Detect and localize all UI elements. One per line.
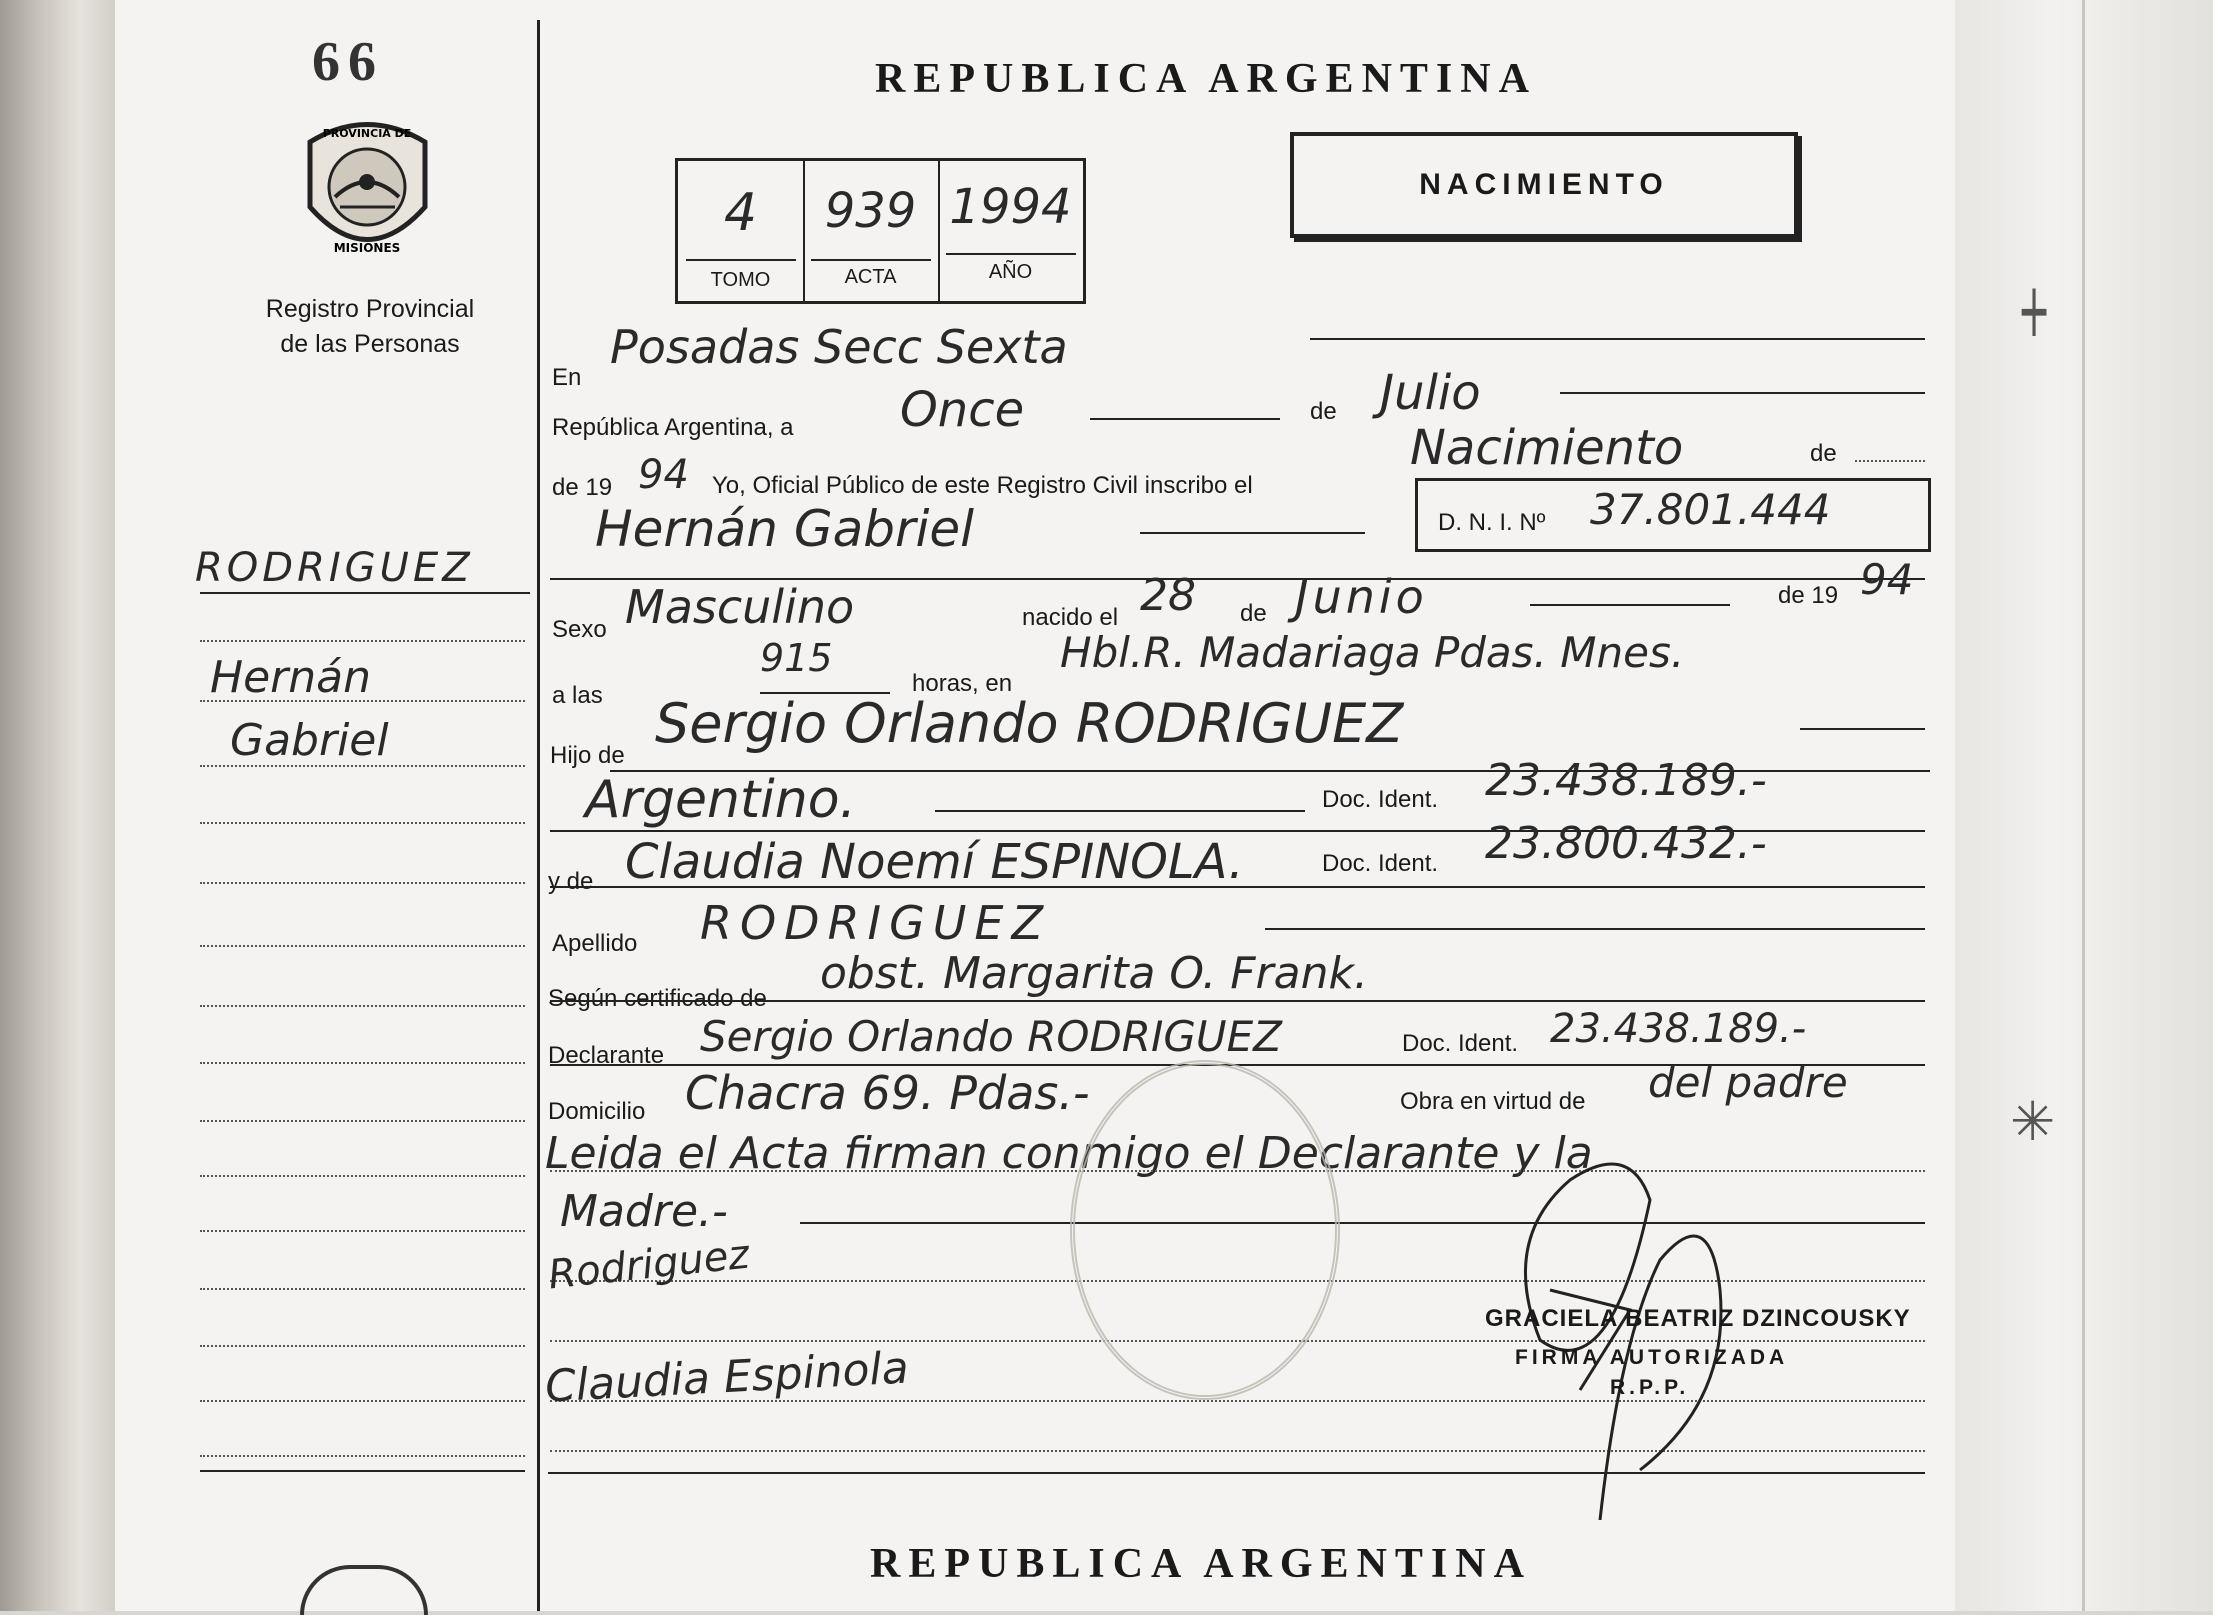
tomo-cell (678, 161, 805, 301)
column-divider (537, 20, 540, 1611)
horas-label: horas, en (912, 670, 1013, 697)
segun-divider (550, 1000, 1925, 1002)
province-seal-icon (295, 112, 440, 267)
record-type-box (1290, 132, 1798, 238)
mother-divider (550, 886, 1925, 888)
tomo-label: TOMO (710, 269, 771, 291)
margin-end-line (200, 1470, 525, 1472)
margin-line (200, 1005, 525, 1007)
father-doc-label: Doc. Ident. (1322, 786, 1439, 813)
official-stamp-icon (1070, 1060, 1340, 1400)
margin-line (200, 700, 525, 702)
closing-line2: Madre.- (560, 1186, 728, 1237)
father-name-value: Sergio Orlando RODRIGUEZ (655, 692, 1404, 755)
dni-value: 37.801.444 (1590, 485, 1831, 534)
margin-line (200, 640, 525, 642)
segun-label: Según certificado de (548, 985, 767, 1012)
nacido-label: nacido el (1022, 604, 1119, 631)
obra-value: del padre (1648, 1058, 1848, 1107)
official-office: R.P.P. (1610, 1376, 1690, 1399)
oficial-text: Yo, Oficial Público de este Registro Civil inscribo el (712, 472, 1253, 499)
father-name-line (1800, 728, 1925, 730)
margin-line (200, 1455, 525, 1457)
official-title: FIRMA AUTORIZADA (1515, 1346, 1789, 1369)
certificate-by-value: obst. Margarita O. Frank. (820, 948, 1368, 999)
closing-line1: Leida el Acta firman conmigo el Declarante y la (545, 1128, 1593, 1179)
de3-label: de (1240, 600, 1267, 627)
margin-line (200, 1345, 525, 1347)
place-value: Posadas Secc Sexta (610, 320, 1068, 374)
day-line (1090, 418, 1280, 420)
stitch-icon: ┿ (2022, 290, 2047, 336)
margin-name2: Gabriel (230, 715, 389, 766)
event-line (1855, 460, 1925, 462)
margin-line (200, 765, 525, 767)
birth-year-suffix: 94 (1860, 555, 1914, 604)
a-las-label: a las (552, 682, 603, 709)
declarante-label: Declarante (548, 1042, 665, 1069)
margin-line (200, 1400, 525, 1402)
seal-top-text: PROVINCIA DE (322, 127, 412, 140)
domicilio-label: Domicilio (548, 1098, 646, 1125)
nationality-line (935, 810, 1305, 812)
registry-name (225, 292, 515, 362)
declarant-signature: Rodriguez (546, 1231, 752, 1299)
margin-line (200, 592, 530, 594)
margin-line (200, 1120, 525, 1122)
book-binding (0, 0, 115, 1611)
birth-month-value: Junio (1295, 570, 1428, 624)
child-name-line (1140, 532, 1365, 534)
seal-bottom-text: MISIONES (333, 241, 401, 255)
registry-line1: Registro Provincial (265, 295, 475, 323)
dni-label: D. N. I. Nº (1438, 509, 1546, 536)
page-number: 66 (312, 31, 384, 93)
apellido-value: RODRIGUEZ (700, 896, 1052, 950)
anio-value: 1994 (949, 179, 1072, 235)
birth-place-value: Hbl.R. Madariaga Pdas. Mnes. (1060, 628, 1685, 677)
margin-line (200, 1062, 525, 1064)
margin-line (200, 1175, 525, 1177)
sexo-value: Masculino (625, 580, 855, 634)
mother-doc-label: Doc. Ident. (1322, 850, 1439, 877)
birth-time-value: 915 (760, 636, 833, 680)
day-value: Once (900, 382, 1025, 438)
margin-line (200, 1288, 525, 1290)
acta-rule (811, 259, 931, 261)
acta-value: 939 (824, 183, 917, 239)
anio-rule (946, 253, 1076, 255)
place-line (1310, 338, 1925, 340)
stitch-star-icon: ✳ (2010, 1090, 2056, 1153)
mother-name-value: Claudia Noemí ESPINOLA. (625, 834, 1244, 890)
obra-label: Obra en virtud de (1400, 1088, 1586, 1115)
domicilio-value: Chacra 69. Pdas.- (685, 1066, 1090, 1120)
tomo-value: 4 (723, 183, 758, 243)
margin-line (200, 822, 525, 824)
acta-label: ACTA (844, 266, 897, 288)
father-nationality-value: Argentino. (585, 770, 857, 830)
birth-day-value: 28 (1140, 570, 1196, 621)
margin-surname: RODRIGUEZ (195, 545, 474, 591)
father-doc-value: 23.438.189.- (1485, 755, 1767, 806)
month-line (1560, 392, 1925, 394)
dni-box (1415, 478, 1931, 552)
en-label: En (552, 364, 582, 391)
event-value: Nacimiento (1410, 420, 1684, 476)
sexo-label: Sexo (552, 616, 607, 643)
declarante-doc-label: Doc. Ident. (1402, 1030, 1519, 1057)
hijo-label: Hijo de (550, 742, 625, 769)
margin-name1: Hernán (210, 652, 371, 703)
de2-label: de (1810, 440, 1837, 467)
de19-label: de 19 (1778, 582, 1839, 609)
record-type: NACIMIENTO (1419, 168, 1669, 201)
mother-signature: Claudia Espinola (543, 1342, 910, 1413)
official-name: GRACIELA BEATRIZ DZINCOUSKY (1485, 1305, 1911, 1332)
year-prefix-label: de 19 (552, 474, 613, 501)
registry-line2: de las Personas (280, 330, 460, 358)
acta-cell (803, 161, 940, 301)
anio-cell (938, 161, 1083, 301)
apellido-line (1265, 928, 1925, 930)
declarante-doc-value: 23.438.189.- (1550, 1006, 1807, 1052)
tomo-rule (686, 259, 796, 261)
child-name-value: Hernán Gabriel (595, 500, 975, 558)
footer-title: REPUBLICA ARGENTINA (870, 1541, 1532, 1587)
page-fold (2082, 0, 2085, 1611)
y-de-label: y de (548, 868, 594, 895)
republica-label: República Argentina, a (552, 414, 794, 441)
declarante-name-value: Sergio Orlando RODRIGUEZ (700, 1012, 1282, 1061)
month-value: Julio (1380, 365, 1481, 421)
margin-line (200, 1230, 525, 1232)
mother-doc-value: 23.800.432.- (1485, 818, 1767, 869)
anio-label: AÑO (988, 261, 1033, 283)
header-title: REPUBLICA ARGENTINA (875, 56, 1537, 102)
birth-month-line (1530, 604, 1730, 606)
margin-line (200, 882, 525, 884)
margin-line (200, 945, 525, 947)
de1-label: de (1310, 398, 1337, 425)
tomo-acta-anio-box (675, 158, 1086, 304)
year-suffix-value: 94 (638, 452, 689, 498)
apellido-label: Apellido (552, 930, 638, 957)
